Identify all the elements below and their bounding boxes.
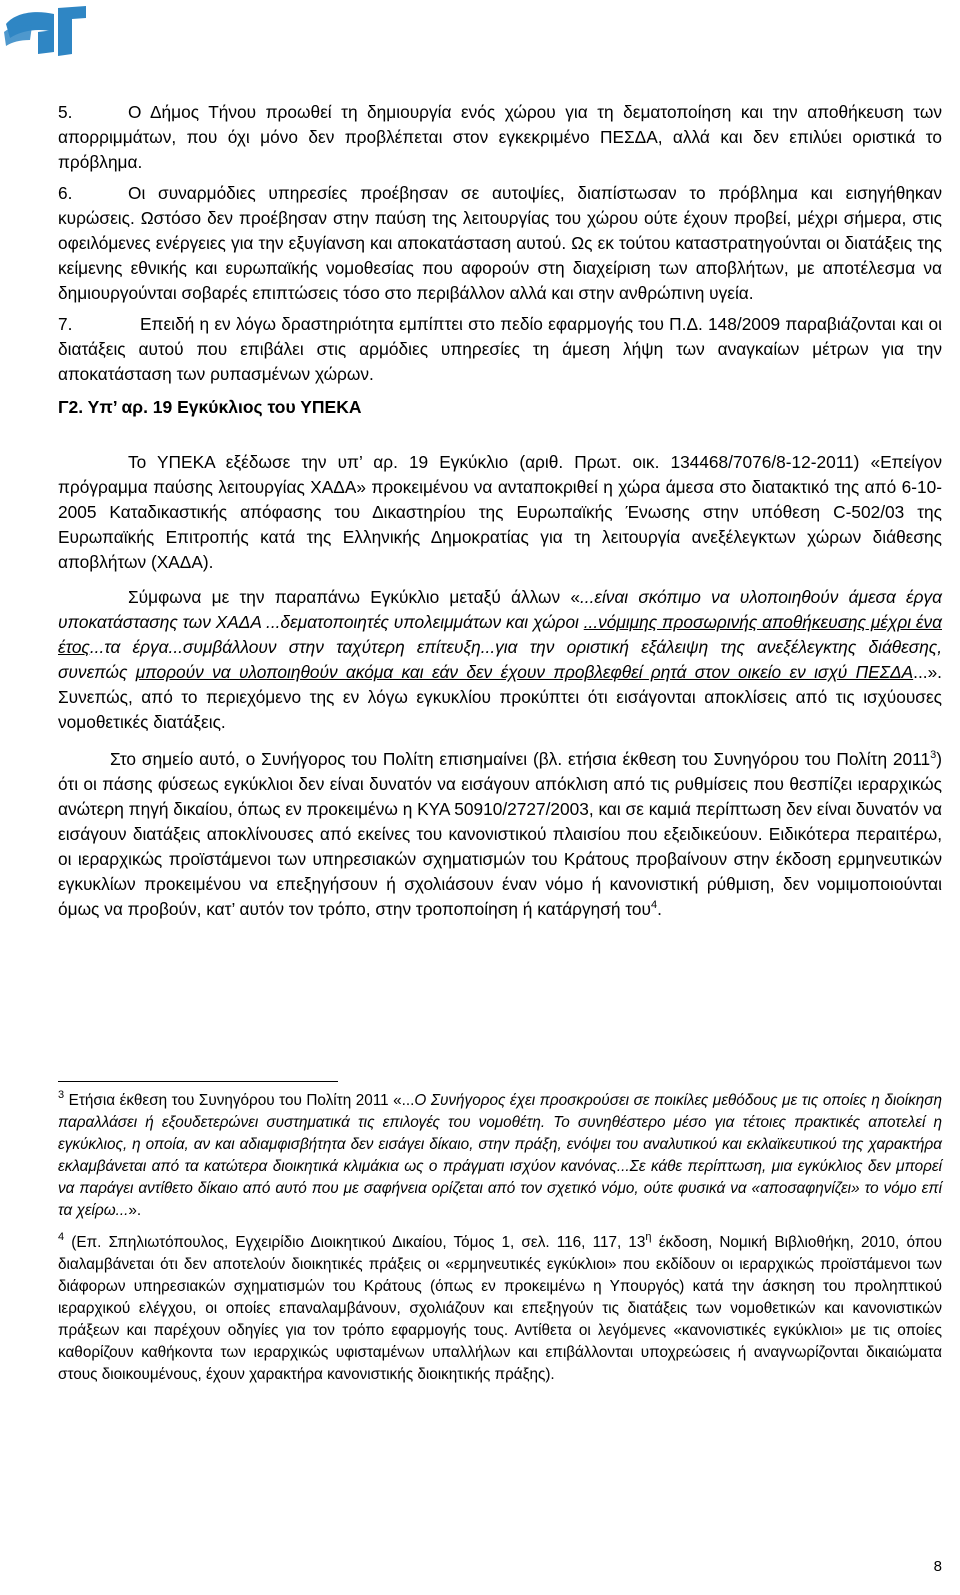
footnote-separator: [58, 1081, 338, 1082]
footnotes: [58, 1090, 942, 1386]
item-7: [58, 312, 942, 387]
circular-paragraph: Το ΥΠΕΚΑ εξέδωσε την υπ’ αρ. 19 Εγκύκλιο (αριθ. Πρωτ. οικ. 134468/7076/8-12-2011) «Επείγον πρόγραμμα παύσης λειτουργίας ΧΑΔΑ» προκειμένου να ανταποκριθεί η χώρα άμεσα στο διατακτικό της από 6-10-2005 Καταδικαστικής απόφασης του Δικαστηρίου της Ευρωπαϊκής Ένωσης στην υπόθεση C-502/03 της Ευρωπαϊκής Επιτροπής κατά της Ελληνικής Δημοκρατίας για τη λειτουργία ανεξέλεγκτων χώρων διάθεσης αποβλήτων (ΧΑΔΑ).: [58, 452, 942, 572]
footnote-3-italic: Ο Συνήγορος έχει προσκρούσει σε ποικίλες μεθόδους με τις οποίες η διοίκηση παραλλάσει ή εξουδετερώνει συστηματικά τις επιλογές του νομοθέτη. Το συνηθέστερο μέσο για τέτοιες πρακτικές αποτελεί η εγκύκλιος, η οποία, αν και αδιαμφισβήτητα δεν εισάγει δίκαιο, στην πράξη, ενόψει του αναλυτικού και εκλαϊκευτικού της χαρακτήρα εκλαμβάνεται από τα κατώτερα διοικητικά κλιμάκια ως ο πράγματι ισχύον κανόνας...Σε κάθε περίπτωση, μια εγκύκλιος δεν μπορεί να παράγει αντίθετο δίκαιο από αυτό που με σαφήνεια ορίζεται από τον σχετικό νόμο, ούτε φυσικά να «αποσαφηνίζει» το νόμο επί τα χείρω...: [58, 1092, 942, 1219]
footnote-ref-3: 3: [930, 749, 937, 761]
document-body: [58, 100, 942, 922]
footnote-3: [58, 1090, 942, 1222]
item-7-number: 7.: [58, 314, 73, 334]
ombudsman-text-c: .: [657, 899, 662, 919]
section-heading: Γ2. Υπ’ αρ. 19 Εγκύκλιος του ΥΠΕΚΑ: [58, 397, 362, 417]
quote-italic-2: ...τα έργα...συμβάλλουν στην ταχύτερη επίτευξη...για την οριστική εξάλειψη της ανεξέλεγκτης διάθεσης, συνεπώς: [58, 637, 942, 682]
footnote-4-text-a: (Επ. Σπηλιωτόπουλος, Εγχειρίδιο Διοικητικού Δικαίου, Τόμος 1, σελ. 116, 117, 13: [64, 1234, 646, 1251]
ombudsman-text-a: Στο σημείο αυτό, ο Συνήγορος του Πολίτη επισημαίνει (βλ. ετήσια έκθεση του Συνηγόρου του Πολίτη 2011: [110, 749, 931, 769]
footnote-ref-4: 4: [651, 899, 658, 911]
page-number: 8: [933, 1558, 942, 1575]
footnote-3-end: ».: [128, 1202, 142, 1219]
item-6: [58, 181, 942, 306]
item-6-text: Οι συναρμόδιες υπηρεσίες προέβησαν σε αυτοψίες, διαπίστωσαν το πρόβλημα και εισηγήθηκαν κυρώσεις. Ωστόσο δεν προέβησαν στην παύση της λειτουργίας του χώρου ούτε έχουν προβεί, μέχρι σήμερα, στις οφειλόμενες ενέργειες για την εξυγίανση και αποκατάσταση αυτού. Ως εκ τούτου καταστρατηγούνται οι διατάξεις της κείμενης εθνικής και ευρωπαϊκής νομοθεσίας που αφορούν στη διαχείριση των αποβλήτων, με αποτέλεσμα να δημιουργούνται σοβαρές επιπτώσεις τόσο στο περιβάλλον αλλά και στην ανθρώπινη υγεία.: [58, 183, 942, 303]
footnote-3-lead: Ετήσια έκθεση του Συνηγόρου του Πολίτη 2011 «...: [64, 1092, 415, 1109]
circular-quote-paragraph: [58, 585, 942, 735]
ombudsman-text-b: ) ότι οι πάσης φύσεως εγκύκλιοι δεν είναι δυνατόν να εισάγουν απόκλιση από τις ρυθμίσεις που θεσπίζει ιεραρχικώς ανώτερη πηγή δικαίου, όπως εν προκειμένω η ΚΥΑ 50910/2727/2003, και σε καμιά περίπτωση δεν είναι δυνατόν να εισάγουν διατάξεις αποκλίνουσες από εκείνες του κανονιστικού πλαισίου που εξειδικεύουν. Ειδικότερα περαιτέρω, οι ιεραρχικώς προϊστάμενοι των υπηρεσιακών σχηματισμών του Κράτους προβαίνουν στην έκδοση ερμηνευτικών εγκυκλίων προκειμένου να επεξηγήσουν ή σχολιάσουν έναν νόμο ή κανονιστική ρύθμιση, δεν νομιμοποιούνται όμως να προβούν, κατ’ αυτόν τον τρόπο, στην τροποποίηση ή κατάργησή του: [58, 749, 942, 919]
ombudsman-paragraph: [58, 747, 942, 922]
quote-underline-1: ...νόμιμης προσωρινής αποθήκευσης μέχρι ένα έτος: [58, 612, 942, 657]
footnote-3-mark: 3: [58, 1089, 65, 1101]
item-5: [58, 100, 942, 175]
footnote-4-mark: 4: [58, 1231, 65, 1243]
ombudsman-logo-icon: [2, 2, 90, 58]
quote-tail: Συνεπώς, από το περιεχόμενο της εν λόγω εγκυκλίου προκύπτει ότι εισάγονται αποκλίσεις από τις ισχύουσες νομοθετικές διατάξεις.: [58, 687, 942, 732]
quote-lead: Σύμφωνα με την παραπάνω Εγκύκλιο μεταξύ άλλων «: [128, 587, 580, 607]
item-5-text: Ο Δήμος Τήνου προωθεί τη δημιουργία ενός χώρου για τη δεματοποίηση και την αποθήκευση των απορριμμάτων, που όχι μόνο δεν προβλέπεται στον εγκεκριμένο ΠΕΣΔΑ, αλλά και δεν επιλύει οριστικά το πρόβλημα.: [58, 102, 942, 172]
quote-end: ...».: [913, 662, 942, 682]
quote-italic-1: ...είναι σκόπιμο να υλοποιηθούν άμεσα έργα υποκατάστασης των ΧΑΔΑ ...δεματοποιητές υπολειμμάτων και χώροι: [58, 587, 942, 632]
footnote-4-sup: η: [645, 1231, 652, 1243]
footnote-4: [58, 1232, 942, 1386]
item-6-number: 6.: [58, 183, 73, 203]
item-7-text: Επειδή η εν λόγω δραστηριότητα εμπίπτει στο πεδίο εφαρμογής του Π.Δ. 148/2009 παραβιάζονται και οι διατάξεις αυτού που επιβάλει στις αρμόδιες υπηρεσίες τη άμεση λήψη των αναγκαίων μέτρων για την αποκατάσταση των ρυπασμένων χώρων.: [58, 314, 942, 384]
quote-underline-2: μπορούν να υλοποιηθούν ακόμα και εάν δεν έχουν προβλεφθεί ρητά στον οικείο εν ισχύ ΠΕΣΔΑ: [135, 662, 914, 682]
footnote-4-text-b: έκδοση, Νομική Βιβλιοθήκη, 2010, όπου διαλαμβάνεται ότι δεν αποτελούν διοικητικές πράξεις οι «ερμηνευτικές εγκύκλιοι» που εκδίδουν οι ιεραρχικώς προϊστάμενοι των διάφορων υπηρεσιακών σχηματισμών του Κράτους (όπως εν προκειμένω η Υπουργός) κατά την άσκηση του προληπτικού ιεραρχικού ελέγχου, οι οποίες επαναλαμβάνουν, σχολιάζουν και επεξηγούν τις διατάξεις των νομοθετικών και κανονιστικών πράξεων και παρέχουν οδηγίες για τον τρόπο εφαρμογής τους. Αντίθετα οι λεγόμενες «κανονιστικές εγκύκλιοι» με τις οποίες καθορίζουν καθήκοντα των ιεραρχικώς υφισταμένων υπαλλήλων και επιβάλλονται υποχρεώσεις ή αναγνωρίζονται δικαιώματα στους διοικουμένους, έχουν χαρακτήρα κανονιστικής διοικητικής πράξης).: [58, 1234, 942, 1383]
item-5-number: 5.: [58, 102, 73, 122]
